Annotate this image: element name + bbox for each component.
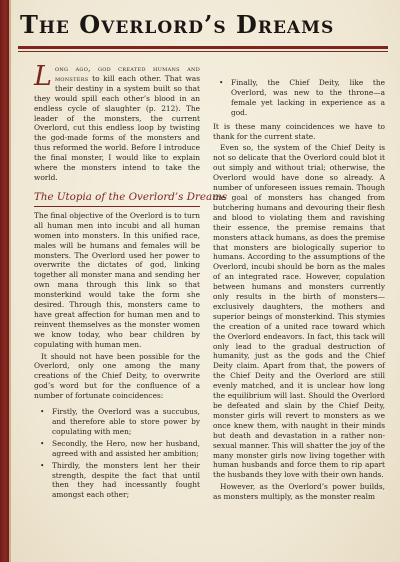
body-paragraph-2: It should not have been possible for the Overlord, only one among the many creations of the Chief Deity, to overwrite god’s word but for the confluence of a number of fortunate coincidences:: [34, 351, 200, 401]
list-item: • Firstly, the Overlord was a succubus, and therefore able to store power by copulating with men;: [40, 407, 200, 437]
drop-cap: L: [34, 61, 52, 92]
section-heading: The Utopia of the Overlord’s Dreams: [34, 191, 200, 207]
title-block: [18, 10, 390, 54]
body-paragraph-5: However, as the Overlord’s power builds, as monsters multiply, as the monster realm: [213, 482, 385, 502]
intro-text: to kill each other. That was their destiny in a system built so that they would spill each other’s blood in an endless cycle of slaughter (p. 212). The leader of the monsters, the current Overlord, cut this endless loop by twisting the god-made forms of the monsters and thus reformed the world. Before I introduce the final monster, I would like to explain where the monsters intend to take the world.: [34, 73, 200, 182]
title-rule-thin: [18, 51, 388, 52]
intro-lead-caps: ong ago, god created humans and monsters: [54, 64, 200, 83]
page-border-bar: [0, 0, 9, 562]
coincidence-list-continued: [213, 78, 385, 118]
body-paragraph-1: The final objective of the Overlord is to turn all human men into incubi and all human women into monsters. In this unified race, males will be humans and females will be monsters. The Overlord used her power to overwrite the dictates of god, linking together all monster mana and sending her own mana through this link so that monsterkind would take the form she desired. Through this, monsters came to have great affection for human men and to reinvent themselves as the monster women we know today, who bear children by copulating with human men.: [34, 210, 200, 349]
coincidence-list: [34, 407, 200, 500]
left-column: [34, 61, 228, 504]
title-rule-thick: [18, 46, 388, 49]
right-column: [213, 72, 385, 504]
list-item: • Finally, the Chief Deity, like the Overlord, was new to the throne—a female yet lacking in experience as a god.: [219, 78, 385, 118]
intro-paragraph: [34, 61, 200, 183]
list-item: • Thirdly, the monsters lent her their strength, despite the fact that until then they had incessantly fought amongst each other;: [40, 461, 200, 501]
body-paragraph-3: It is these many coincidences we have to thank for the current state.: [213, 121, 385, 141]
page-border-trim: [9, 0, 11, 562]
list-item: • Secondly, the Hero, now her husband, agreed with and assisted her ambition;: [40, 439, 200, 459]
page-title: The Overlord’s Dreams: [20, 10, 335, 39]
body-paragraph-4: Even so, the system of the Chief Deity is not so delicate that the Overlord could blot it out simply and without trial; otherwise, the Overlord would have done so already. A number of unforeseen issues remain. Though the goal of monsters has changed from butchering humans and devouring their flesh and blood to violating them and ravishing their essence, the premise remains that monsters attack humans, as does the premise that monsters are biologically superior to humans. According to the assumptions of the Overlord, incubi should be born as the males of an integrated race. However, copulation between humans and monsters currently only results in the birth of monsters—exclusively daughters, the mothers and superior beings of monsterkind. This stymies the creation of a united race toward which the Overlord endeavors. In fact, this tack will only lead to the gradual destruction of humanity, just as the gods and the Chief Deity claim. Apart from that, the powers of the Chief Deity and the Overlord are still evenly matched, and it is unclear how long the equilibrium will last. Should the Overlord be defeated and slain by the Chief Deity, monster girls will revert to monsters as we once knew them, with naught in their minds but death and devastation in a rather non-sexual manner. This will shatter the joy of the many monster girls now living together with human husbands and force them to rip apart the husbands they love with their own hands.: [213, 143, 385, 480]
